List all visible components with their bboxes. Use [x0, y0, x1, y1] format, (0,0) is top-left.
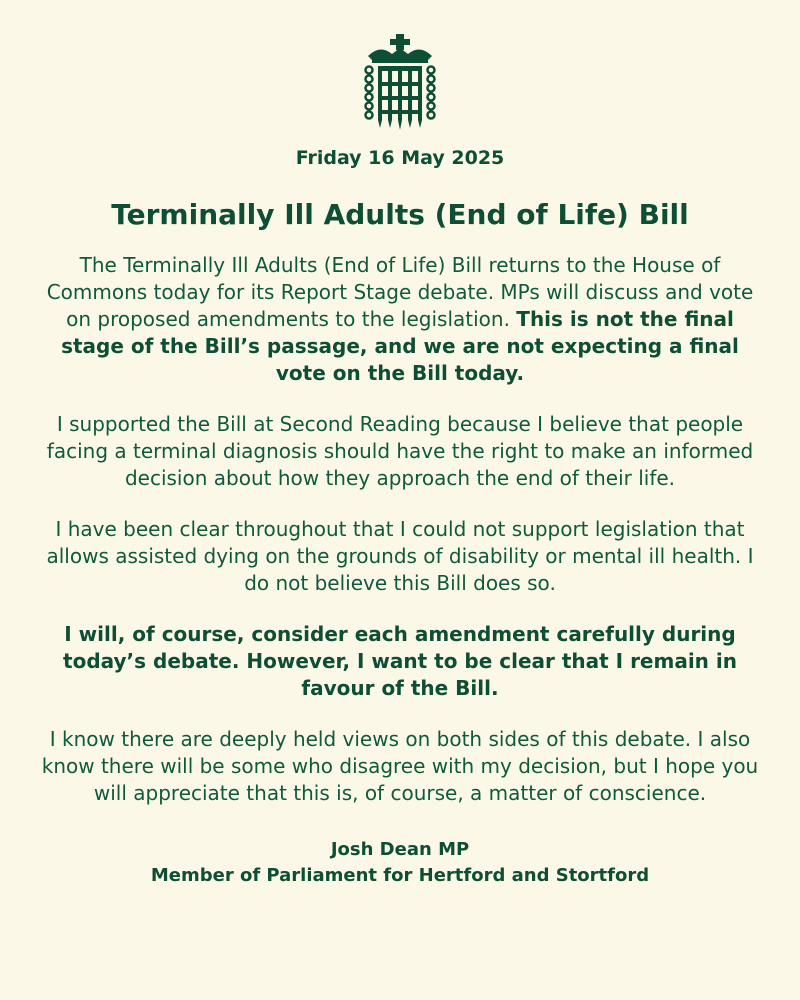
paragraph-disability: I have been clear throughout that I could not support legislation that allows assisted dying on the grounds of disability or mental ill health. I do not believe this Bill does so. — [46, 517, 754, 595]
portcullis-crown-icon — [360, 34, 440, 130]
signature-role: Member of Parliament for Hertford and Stortford — [150, 865, 650, 886]
signature-name: Josh Dean MP — [330, 839, 470, 860]
paragraph-report-stage — [40, 252, 760, 387]
statement-date: Friday 16 May 2025 — [295, 147, 505, 169]
paragraph-conscience: I know there are deeply held views on both sides of this debate. I also know there will be some who disagree with my decision, but I hope you will appreciate that this is, of course, a matter of conscience. — [41, 727, 759, 805]
paragraph-text: The Terminally Ill Adults (End of Life) Bill returns to the House of Commons today for its Report Stage debate. MPs will discuss and vote on proposed amendments to the legislation. — [46, 253, 754, 331]
paragraph-amendments: I will, of course, consider each amendment carefully during today’s debate. However, I want to be clear that I remain in favour of the Bill. — [63, 622, 737, 700]
signature-block — [40, 837, 760, 889]
statement-title: Terminally Ill Adults (End of Life) Bill — [111, 198, 689, 231]
paragraph-emphasis: This is not the final stage of the Bill’s passage, and we are not expecting a final vote on the Bill today. — [61, 307, 739, 385]
paragraph-second-reading: I supported the Bill at Second Reading because I believe that people facing a terminal diagnosis should have the right to make an informed decision about how they approach the end of their life. — [46, 412, 754, 490]
